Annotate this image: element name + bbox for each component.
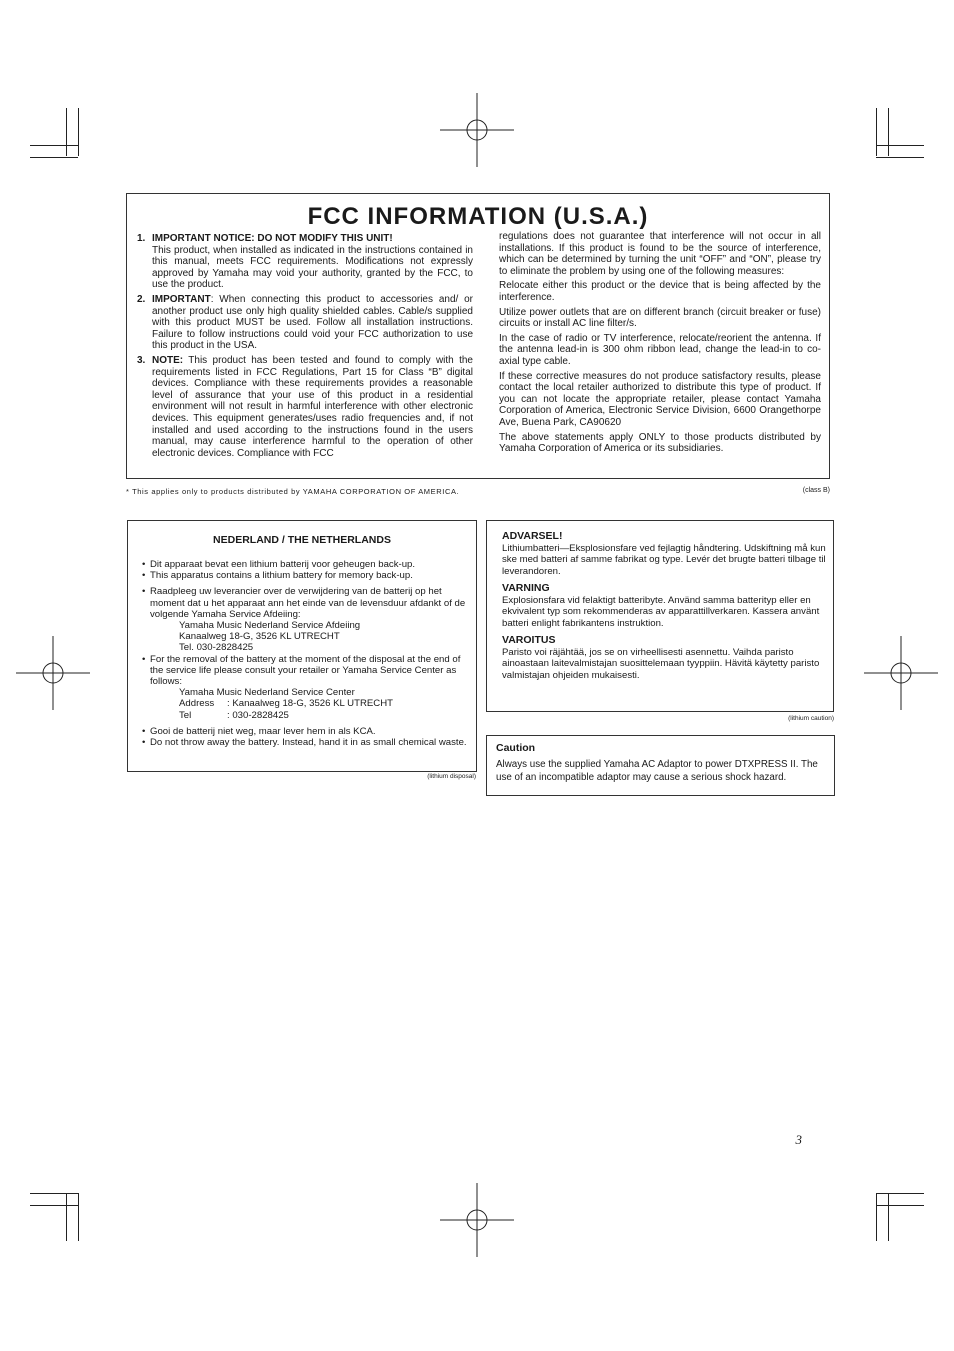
crop-mark <box>66 108 67 156</box>
service-address-line: Tel. 030-2828425 <box>179 642 254 654</box>
netherlands-content <box>142 559 468 748</box>
lithium-caution-content <box>502 531 826 687</box>
fcc-paragraph: Utilize power outlets that are on different branch (circuit breaker or fuse) circuits or install AC line filter/s. <box>499 306 821 330</box>
fcc-item-text: : When connecting this product to accessories and/ or another product use only high quality shielded cables. Cable/s supplied with this product MUST be used. Follow all installation instructions. Failure to follow instructions could void your FCC authorization to use this product in the USA. <box>152 293 473 352</box>
list-item: • Gooi de batterij niet weg, maar lever hem in als KCA. <box>142 726 468 737</box>
fcc-item-number: 3. <box>137 354 146 366</box>
lithium-caution-box <box>486 520 834 712</box>
fcc-code-label: (class B) <box>802 487 830 494</box>
warning-section-swedish <box>502 583 826 629</box>
crop-mark <box>876 1193 924 1194</box>
caution-box <box>486 735 835 796</box>
fcc-item-note <box>137 355 473 459</box>
lithium-caution-code-label: (lithium caution) <box>788 715 834 722</box>
fcc-item-number: 2. <box>137 293 146 305</box>
fcc-item-text: This product has been tested and found to comply with the requirements listed in FCC Regulations, Part 15 for Class “B” digital devices. Compliance with these requirements provides a reasonable level of assurance that your use of this product in a residential environment will not result in harmful interference with other electronic devices. This equipment generates/uses radio frequencies and, if not installed and used according to the instructions found in the users manual, may cause interference harmful to the operation of other electronic devices. Compliance with FCC <box>152 354 473 459</box>
fcc-right-column <box>499 231 821 458</box>
fcc-paragraph: The above statements apply ONLY to those products distributed by Yamaha Corporation of America or its subsidiaries. <box>499 431 821 455</box>
warning-text: Lithiumbatteri—Eksplosionsfare ved fejlagtig håndtering. Udskiftning må kun ske med batteri af samme fabrikat og type. Levér det brugte batteri tilbage til leverandoren. <box>502 542 826 577</box>
warning-heading: ADVARSEL! <box>502 530 563 542</box>
service-address-line: Yamaha Music Nederland Service Afdeiing <box>179 620 361 632</box>
caution-content <box>496 742 831 784</box>
fcc-paragraph: regulations does not guarantee that interference will not occur in all installations. If this product is found to be the source of interference, which can be determined by turning the unit “OFF” and “ON”, please try to eliminate the problem by using one of the following measures: <box>499 231 821 277</box>
fcc-item-important <box>137 294 473 352</box>
crop-mark <box>876 1205 924 1206</box>
caution-text: Always use the supplied Yamaha AC Adaptor to power DTXPRESS II. The use of an incompatible adaptor may cause a serious shock hazard. <box>496 759 818 783</box>
list-item: • Dit apparaat bevat een lithium batterij voor geheugen back-up. <box>142 559 468 570</box>
crop-mark <box>876 145 924 146</box>
fcc-item-heading: IMPORTANT <box>152 293 211 305</box>
warning-text: Explosionsfara vid felaktigt batteribyte. Använd samma batterityp eller en ekvivalent typ som rekommenderas av apparattillverkaren. Kassera använt batteri enlight fabrikantens instruktion. <box>502 594 820 629</box>
address-label: Address <box>179 698 215 710</box>
fcc-paragraph: Relocate either this product or the device that is being affected by the interference. <box>499 280 821 303</box>
crop-mark <box>78 1193 79 1241</box>
fcc-item-important-notice <box>137 233 473 291</box>
crop-mark <box>30 157 78 158</box>
netherlands-title: NEDERLAND / THE NETHERLANDS <box>213 534 391 546</box>
registration-mark-left <box>16 636 90 710</box>
crop-mark <box>888 1193 889 1241</box>
registration-mark-bottom <box>440 1183 514 1257</box>
warning-heading: VAROITUS <box>502 634 556 646</box>
address-value: : Kanaalweg 18-G, 3526 KL UTRECHT <box>227 698 394 710</box>
registration-mark-right <box>864 636 938 710</box>
list-item: • Raadpleeg uw leverancier over de verwijdering van de batterij op het moment dat u het apparaat ann het einde van de levensduur afdankt of de volgende Yamaha Service Afdeiing: <box>142 586 468 620</box>
list-item: • For the removal of the battery at the moment of the disposal at the end of the service life please consult your retailer or Yamaha Service Center as follows: <box>142 654 468 688</box>
warning-section-danish <box>502 531 826 577</box>
crop-mark <box>888 108 889 156</box>
crop-mark <box>30 1193 78 1194</box>
crop-mark <box>30 1205 78 1206</box>
fcc-item-heading: IMPORTANT NOTICE: DO NOT MODIFY THIS UNIT! <box>152 233 393 244</box>
warning-heading: VARNING <box>502 582 550 594</box>
fcc-paragraph: If these corrective measures do not produce satisfactory results, please contact the local retailer authorized to distribute this type of product. If you can not locate the appropriate retailer, please contact Yamaha Corporation of America, Electronic Service Division, 6600 Orangethorpe Ave, Buena Park, CA90620 <box>499 370 821 428</box>
crop-mark <box>876 157 924 158</box>
fcc-item-number: 1. <box>137 233 146 244</box>
netherlands-box <box>127 520 477 772</box>
lithium-disposal-code-label: (lithium disposal) <box>427 773 476 780</box>
service-address-line: Kanaalweg 18-G, 3526 KL UTRECHT <box>179 631 340 643</box>
crop-mark <box>78 108 79 156</box>
fcc-left-column <box>137 233 473 462</box>
fcc-footnote: * This applies only to products distributed by YAMAHA CORPORATION OF AMERICA. <box>126 487 460 496</box>
caution-heading: Caution <box>496 742 536 754</box>
service-address-row <box>142 710 468 721</box>
service-address-row <box>142 698 468 709</box>
warning-text: Paristo voi räjähtää, jos se on virheellisesti asennettu. Vaihda paristo ainoastaan laitevalmistajan suosittelemaan tyyppiin. Hävitä käytetty paristo valmistajan ohjeiden mukaisesti. <box>502 646 820 681</box>
list-item: • Do not throw away the battery. Instead, hand it in as small chemical waste. <box>142 737 468 748</box>
service-address-line: Yamaha Music Nederland Service Center <box>179 687 355 699</box>
crop-mark <box>66 1193 67 1241</box>
address-value: : 030-2828425 <box>227 709 289 721</box>
fcc-item-heading: NOTE: <box>152 354 184 366</box>
page-number: 3 <box>795 1132 802 1147</box>
list-item: • This apparatus contains a lithium battery for memory back-up. <box>142 570 468 581</box>
warning-section-finnish <box>502 635 826 681</box>
registration-mark-top <box>440 93 514 167</box>
address-label: Tel <box>179 709 192 721</box>
crop-mark <box>876 108 877 156</box>
fcc-title: FCC INFORMATION (U.S.A.) <box>307 203 649 230</box>
fcc-paragraph: In the case of radio or TV interference, relocate/reorient the antenna. If the antenna lead-in is 300 ohm ribbon lead, change the lead-in to co-axial type cable. <box>499 332 821 367</box>
fcc-information-box <box>126 193 830 479</box>
crop-mark <box>876 1193 877 1241</box>
fcc-item-text: This product, when installed as indicated in the instructions contained in this manual, meets FCC requirements. Modifications not expressly approved by Yamaha may void your authority, granted by the FCC, to use the product. <box>152 244 473 291</box>
crop-mark <box>30 145 78 146</box>
